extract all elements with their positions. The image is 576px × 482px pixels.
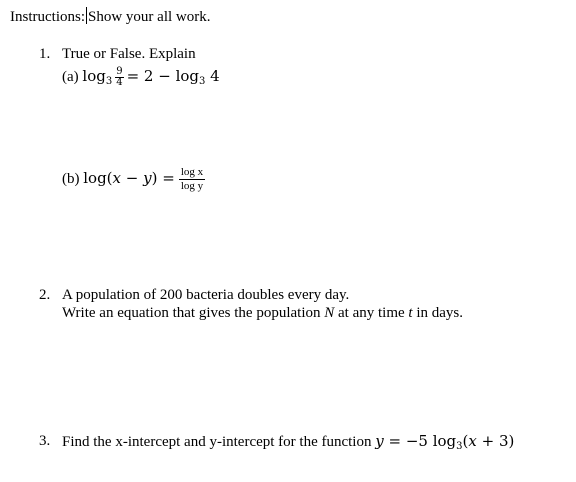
question-1-number: 1. — [39, 46, 51, 62]
part-a-fraction: $\frac{9}{4}$ — [116, 66, 123, 89]
question-2-line2: Write an equation that gives the population N at any time t in days. — [62, 305, 464, 321]
part-b-lhs: log(x − y) = — [83, 169, 175, 187]
instructions-text: Show your all work. — [88, 9, 211, 25]
text-cursor — [86, 7, 87, 24]
question-1b — [62, 163, 209, 194]
instructions-label: Instructions: — [10, 9, 85, 25]
variable-N: N — [324, 305, 335, 321]
part-b-numerator: log x — [180, 166, 204, 179]
part-a-label: (a) — [62, 69, 79, 85]
instructions-line — [10, 7, 211, 26]
part-a-log: $\log_3$ — [82, 67, 113, 87]
variable-t: t — [408, 305, 413, 321]
question-1a — [62, 64, 220, 89]
part-b-fraction — [179, 166, 205, 193]
question-3-function: y = −5 $\log_3(x + 3)$ — [375, 432, 515, 452]
question-2-line1: A population of 200 bacteria doubles every day. — [62, 287, 350, 303]
question-3-number: 3. — [39, 433, 51, 449]
question-1-text: True or False. Explain — [62, 46, 196, 62]
question-2-number: 2. — [39, 287, 51, 303]
question-3-text: Find the x-intercept and y-intercept for the function y = −5 $\log_3(x + 3)$ — [62, 432, 515, 452]
part-b-denominator: log y — [180, 180, 204, 193]
part-b-label: (b) — [62, 171, 80, 187]
part-a-rhs: = $2 - \log_3 4$ — [126, 67, 220, 87]
